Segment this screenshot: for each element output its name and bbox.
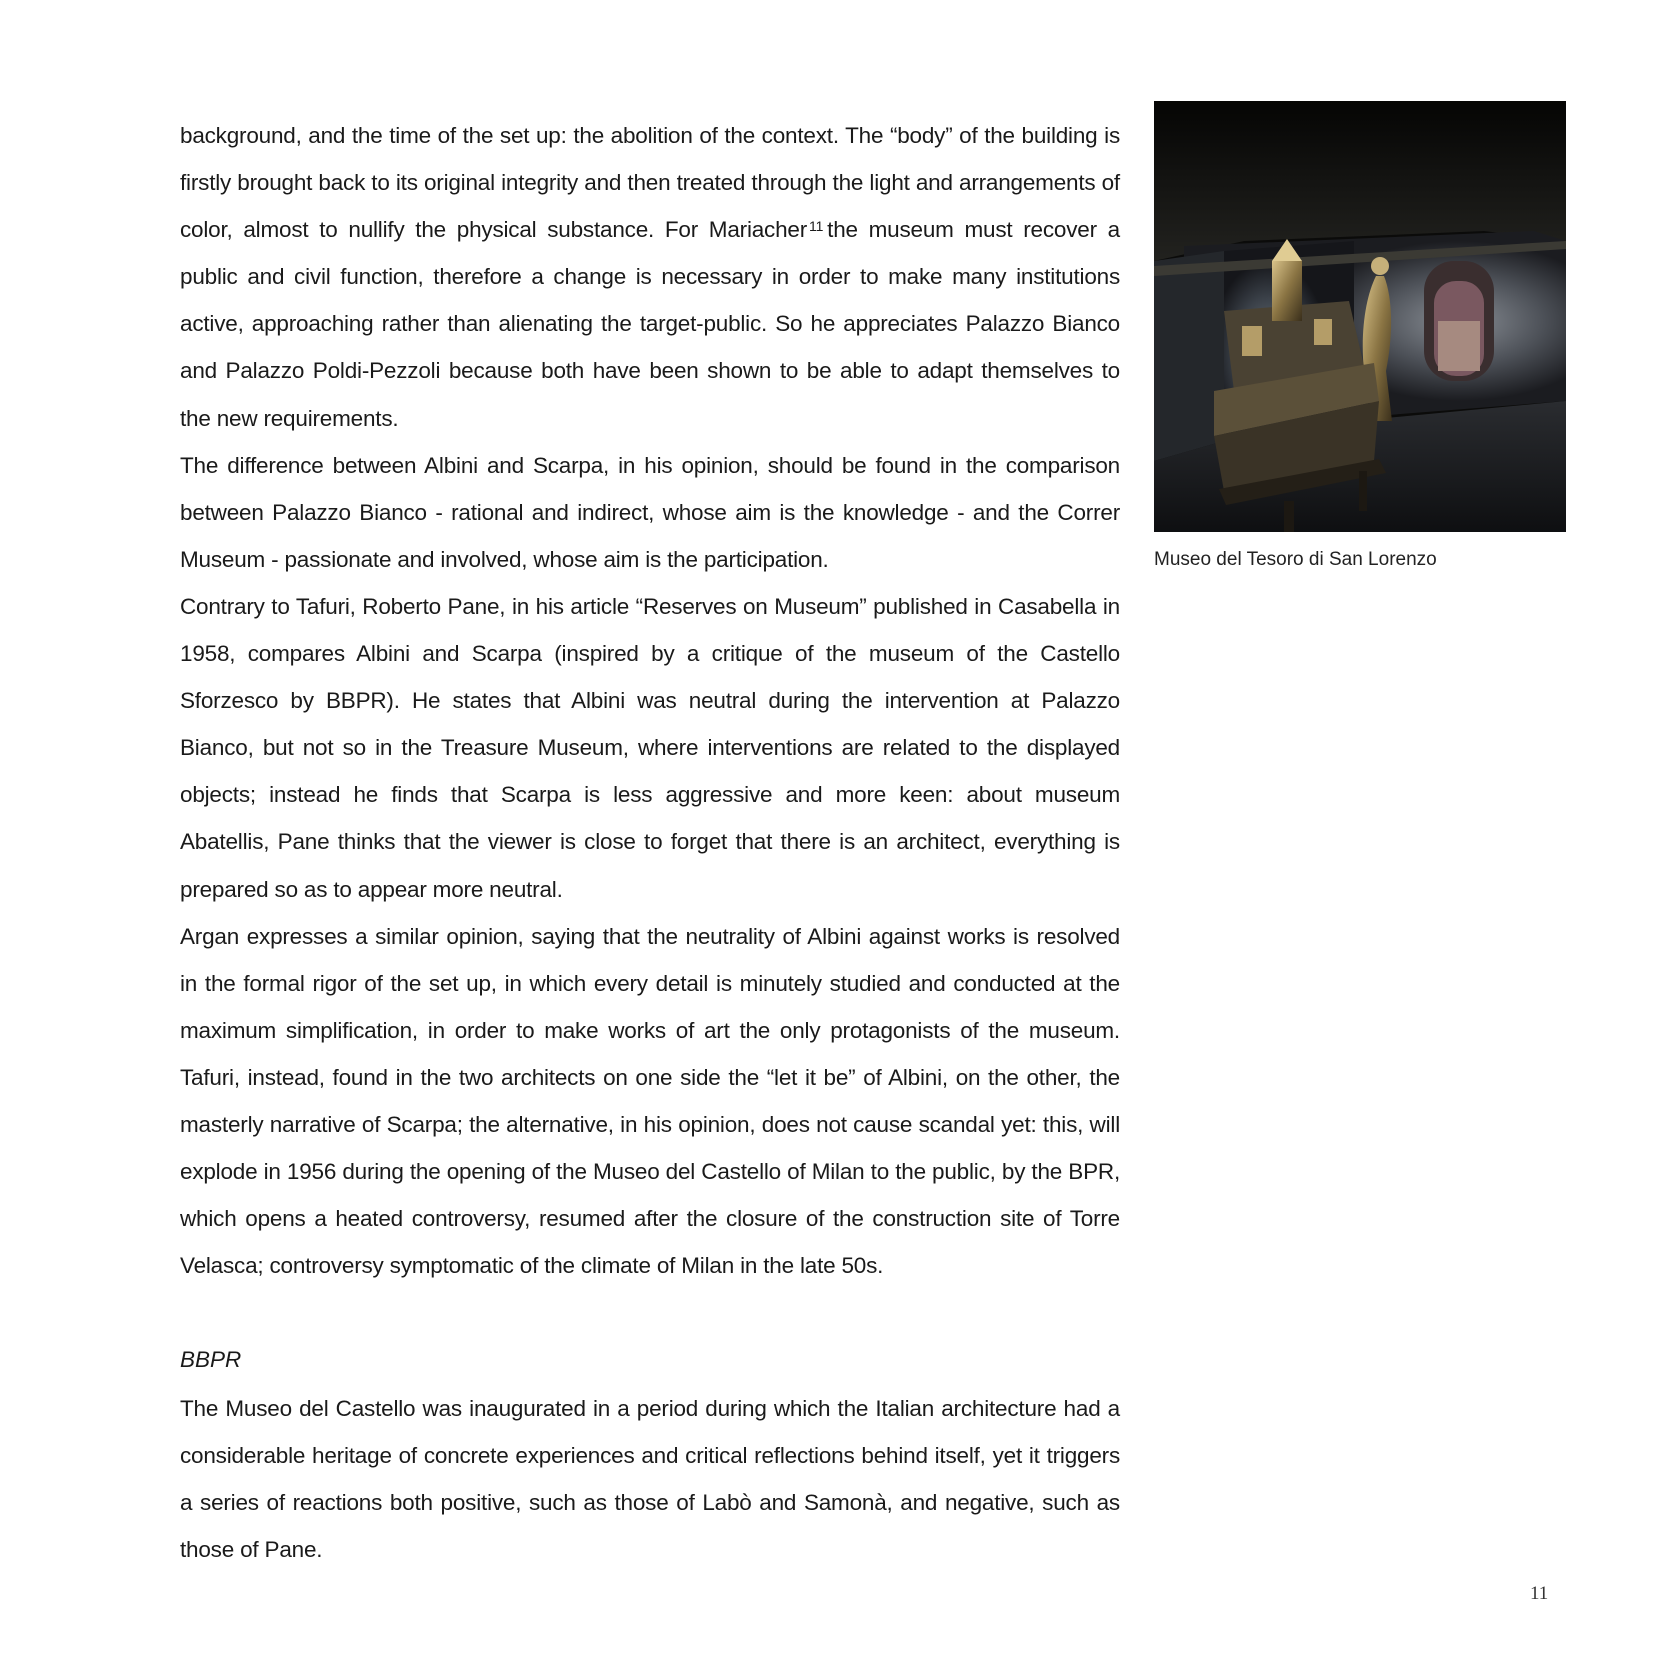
section-heading: BBPR — [180, 1347, 242, 1372]
paragraph-4: Argan expresses a similar opinion, saying that the neutrality of Albini against works is resolved in the formal rigor of the set up, in which every detail is minutely studied and conducted at the maximum simplification, in order to make works of art the only protagonists of the museum. Tafuri, instead, found in the two architects on one side the “let it be” of Albini, on the other, the masterly narrative of Scarpa; the alternative, in his opinion, does not cause scandal yet: this, will explode in 1956 during the opening of the Museo del Castello of Milan to the public, by the BPR, which opens a heated controversy, resumed after the closure of the construction site of Torre Velasca; controversy symptomatic of the climate of Milan in the late 50s. — [180, 923, 1120, 1279]
museum-photo-illustration — [1154, 101, 1566, 532]
footnote-marker[interactable]: 11 — [809, 218, 824, 235]
paragraph-1-text-b: the museum must recover a public and civil function, therefore a change is necessary in order to make many institutions active, approaching rather than alienating the target-public. So he appreciates Palazzo Bianco and Palazzo Poldi-Pezzoli because both have been shown to be able to adapt themselves to the new requirements. — [180, 217, 1120, 431]
museum-photo — [1154, 101, 1566, 532]
section-paragraph-1: The Museo del Castello was inaugurated in a period during which the Italian architecture had a considerable heritage of concrete experiences and critical reflections behind itself, yet it triggers a series of reactions both positive, such as those of Labò and Samonà, and negative, such as those of Pane. — [180, 1396, 1120, 1563]
paragraph-3: Contrary to Tafuri, Roberto Pane, in his article “Reserves on Museum” published in Casabella in 1958, compares Albini and Scarpa (inspired by a critique of the museum of the Castello Sforzesco by BBPR). He states that Albini was neutral during the intervention at Palazzo Bianco, but not so in the Treasure Museum, where interventions are related to the displayed objects; instead he finds that Scarpa is less aggressive and more keen: about museum Abatellis, Pane thinks that the viewer is close to forget that there is an architect, everything is prepared so as to appear more neutral. — [180, 593, 1120, 902]
page-number: 11 — [1530, 1583, 1549, 1604]
photo-caption: Museo del Tesoro di San Lorenzo — [1154, 549, 1437, 570]
paragraph-2: The difference between Albini and Scarpa, in his opinion, should be found in the comparison between Palazzo Bianco - rational and indirect, whose aim is the knowledge - and the Correr Museum - passionate and involved, whose aim is the participation. — [180, 452, 1120, 572]
section-body — [180, 1385, 1120, 1573]
body-text — [180, 112, 1120, 1289]
paragraph-1-text-a: background, and the time of the set up: the abolition of the context. The “body” of the building is firstly brought back to its original integrity and then treated through the light and arrangements of color, almost to nullify the physical substance. For Mariacher — [180, 123, 1120, 243]
paragraph-1 — [180, 112, 1120, 442]
